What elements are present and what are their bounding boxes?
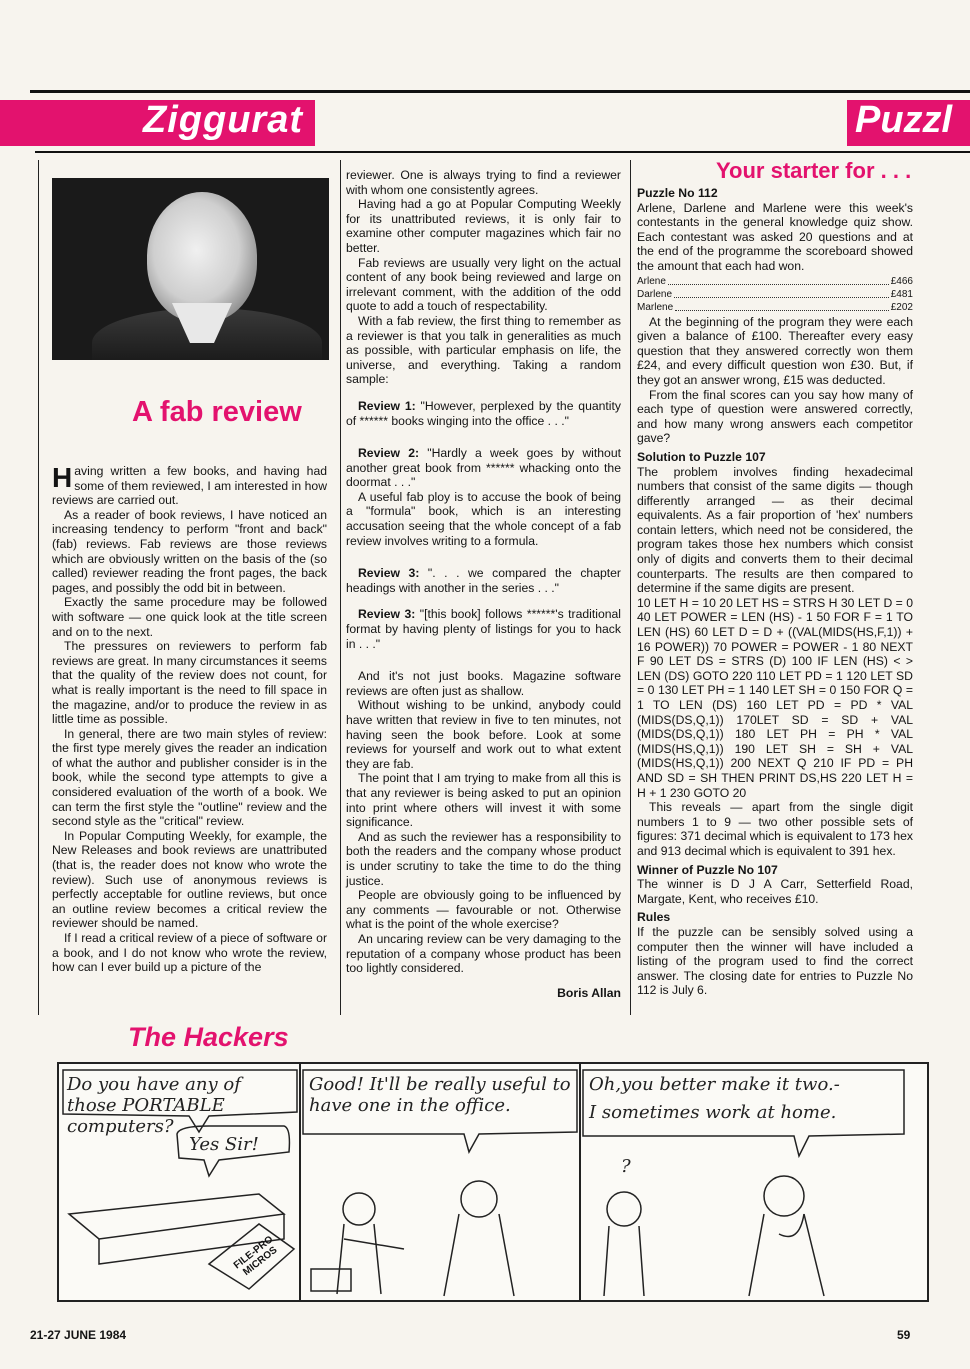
column-rule <box>630 160 631 1015</box>
article-paragraph: If I read a critical review of a piece of software or a book, and I do not know who wrote the review, how can I ever build up a picture of the <box>52 931 327 975</box>
page-number: 59 <box>897 1328 911 1342</box>
solution-reveals: This reveals — apart from the single digit numbers 1 to 9 — two other possible sets of figures: 371 decimal which is equivalent to 173 hex and 913 decimal which is equivalent to 391 hex. <box>637 800 913 858</box>
article-paragraph: reviewer. One is always trying to find a reviewer with whom one consistently agrees. <box>346 168 621 197</box>
column-rule <box>340 160 341 1015</box>
puzzle-paragraph: From the final scores can you say how many of each type of question were answered correctly, and how many wrong answers each competitor gave? <box>637 387 913 446</box>
article-paragraph: Having written a few books, and having had some of them reviewed, I am interested in how reviews are carried out. <box>52 462 327 508</box>
top-rule <box>30 90 970 93</box>
article-paragraph: In general, there are two main styles of review: the first type merely gives the reader an indication of what the author and publisher consider is in the book, while the second type attempts to give a considered evaluation of the worth of a book. We can term the first style the "outline" review and the second style as the "critical" review. <box>52 726 327 829</box>
article-paragraph: People are obviously going to be influenced by any comments — favourable or not. Otherwise what is the point of the whole exercise? <box>346 888 621 932</box>
article-paragraph: The point that I am trying to make from all this is that any reviewer is being asked to put an opinion into print where others will invest it with some significance. <box>346 771 621 830</box>
puzzle-title: Puzzle No 112 <box>637 186 718 200</box>
section-title-puzzle: Puzzl <box>855 100 953 141</box>
speech-bubble: I sometimes work at home. <box>589 1102 837 1123</box>
issue-date: 21-27 JUNE 1984 <box>30 1328 127 1342</box>
drop-cap: H <box>52 462 73 493</box>
cartoon-title: The Hackers <box>128 1022 289 1052</box>
question-mark: ? <box>621 1156 631 1177</box>
article-column-1 <box>52 464 327 975</box>
author-photo <box>52 178 329 360</box>
article-paragraph: And it's not just books. Magazine software reviews are often just as shallow. <box>346 669 621 698</box>
speech-bubble: Do you have any of those PORTABLE computers? <box>67 1074 241 1137</box>
article-paragraph: An uncaring review can be very damaging to the reputation of a company whose product has been too lightly considered. <box>346 931 621 976</box>
rules-title: Rules <box>637 910 671 925</box>
scoreboard <box>637 275 913 314</box>
column-rule <box>38 160 39 1015</box>
section-rule <box>35 151 970 153</box>
article-column-2 <box>346 168 621 1000</box>
rules-text: If the puzzle can be sensibly solved using a computer then the winner will have included a listing of the program used to find the correct answer. The closing date for entries to Puzzle No 112 is July 6. <box>637 924 913 998</box>
speech-bubble: Oh,you better make it two.- <box>589 1074 840 1095</box>
article-paragraph: With a fab review, the first thing to remember as a reviewer is that you talk in generalities as much as possible, with particular emphasis on life, the universe, and everything. Taking a random sample: <box>346 313 621 387</box>
section-title-ziggurat: Ziggurat <box>143 99 303 141</box>
score-row: Arlene £466 <box>637 275 913 287</box>
section-banner-puzzle <box>847 100 970 146</box>
article-paragraph: The pressures on reviewers to perform fab reviews are great. In many circumstances it seems that the quality of the review does not count, for what is really important is the need to fill space in the magazine, and/or to produce the review in as little time as possible. <box>52 639 327 727</box>
article-paragraph: Having had a go at Popular Computing Weekly for its unattributed reviews, it is only fair to examine other computer magazines which fair no better. <box>346 197 621 255</box>
article-author: Boris Allan <box>557 985 621 1000</box>
solution-code: 10 LET H = 10 20 LET HS = STRS H 30 LET D = 0 40 LET POWER = LEN (HS) - 1 50 FOR F = 1 TO LEN (HS) 60 LET D = D + ((VAL(MIDS(HS,F,1)) + 16 POWER)) 70 POWER = POWER - 1 80 NEXT F 90 LET DS = STRS (D) 100 IF LEN (HS) < > LEN (DS) GOTO 220 110 LET PD = 1 120 LET SD = 0 130 LET PH = 1 140 LET SH = 0 150 FOR Q = 1 TO LEN (DS) 160 LET PD = PD * VAL (MIDS(DS,Q,1)) 170LET SD = SD + VAL (MIDS(DS,Q,1)) 180 LET PH = PH * VAL (MIDS(HS,Q,1)) 190 LET SH = SH + VAL (MIDS(HS,Q,1)) 200 NEXT Q 210 IF PD = PH AND SD = SH THEN PRINT DS,HS 220 LET H = H + 1 230 GOTO 20 <box>637 595 913 800</box>
article-paragraph: In Popular Computing Weekly, for example, the New Releases and book reviews are unattributed (that is, the reader does not know who wrote the review). Such use of anonymous reviews is perfectly acceptable for outline reviews, but once an outline review becomes a critical review the reviewer should be named. <box>52 828 327 931</box>
puzzle-paragraph: At the beginning of the program they were each given a balance of £100. Thereafter every easy question that they answered correctly won them £24, and every difficult question won £30. But, if they got an answer wrong, £15 was deducted. <box>637 314 913 387</box>
review-quote: Review 2: "Hardly a week goes by without another great book from ****** whacking onto the doormat . . ." <box>346 446 621 490</box>
article-title: A fab review <box>132 396 302 428</box>
cartoon-strip <box>57 1062 929 1302</box>
shop-sign: FILE-PRO MICROS <box>231 1233 280 1278</box>
solution-text: The problem involves finding hexadecimal numbers that consist of the same digits — though differently arranged — as their decimal equivalents. As a fair proportion of 'hex' numbers contain letters, which need not be considered, the program takes those hex numbers which consist only of digits and converts them to their decimal counterparts. The results are then compared to determine if the same digits are present. <box>637 464 913 596</box>
article-paragraph: Fab reviews are usually very light on the actual content of any book being reviewed and large on irrelevant comment, with the addition of the odd quote to add a touch of respectability. <box>346 255 621 314</box>
review-quote: Review 3: "[this book] follows ******'s traditional format by having plenty of listings for you to hack in . . ." <box>346 607 621 651</box>
puzzle-intro: Arlene, Darlene and Marlene were this week's contestants in the general knowledge quiz show. Each contestant was asked 20 questions and at the end of the programme the scoreboard showed the amount that each had won. <box>637 200 913 273</box>
speech-bubble: Yes Sir! <box>189 1134 259 1155</box>
winner-title: Winner of Puzzle No 107 <box>637 862 778 877</box>
article-paragraph: Without wishing to be unkind, anybody could have written that review in five to ten minutes, not having seen the book before. Look at some reviews for yourself and work out to what extent they are fab. <box>346 698 621 771</box>
speech-bubble: Good! It'll be really useful to have one in the office. <box>309 1074 571 1116</box>
article-paragraph: A useful fab ploy is to accuse the book of being a "formula" book, which is an interesting accusation seeing that the whole concept of a fab review involves writing to a formula. <box>346 489 621 548</box>
winner-text: The winner is D J A Carr, Setterfield Road, Margate, Kent, who receives £10. <box>637 877 913 906</box>
review-quote: Review 3: ". . . we compared the chapter headings with another in the series . . ." <box>346 566 621 595</box>
score-row: Darlene £481 <box>637 288 913 300</box>
article-paragraph: And as such the reviewer has a responsibility to both the readers and the company whose product is under scrutiny to take the time to do the thing justice. <box>346 829 621 888</box>
solution-title: Solution to Puzzle 107 <box>637 449 766 464</box>
section-banner-ziggurat <box>0 100 315 146</box>
review-quote: Review 1: "However, perplexed by the quantity of ****** books winging into the office . . ." <box>346 398 621 428</box>
article-paragraph: As a reader of book reviews, I have noticed an increasing tendency to perform "front and back" (fab) reviews. Fab reviews are those reviews which are obviously written on the basis of the (so called) reviewer reading the front pages, the back pages, and possibly the odd bit in between. <box>52 507 327 595</box>
article-paragraph: Exactly the same procedure may be followed with software — one quick look at the title screen and on to the next. <box>52 595 327 639</box>
score-row: Marlene £202 <box>637 301 913 313</box>
puzzle-column <box>637 186 913 998</box>
puzzle-heading: Your starter for . . . <box>716 158 912 183</box>
